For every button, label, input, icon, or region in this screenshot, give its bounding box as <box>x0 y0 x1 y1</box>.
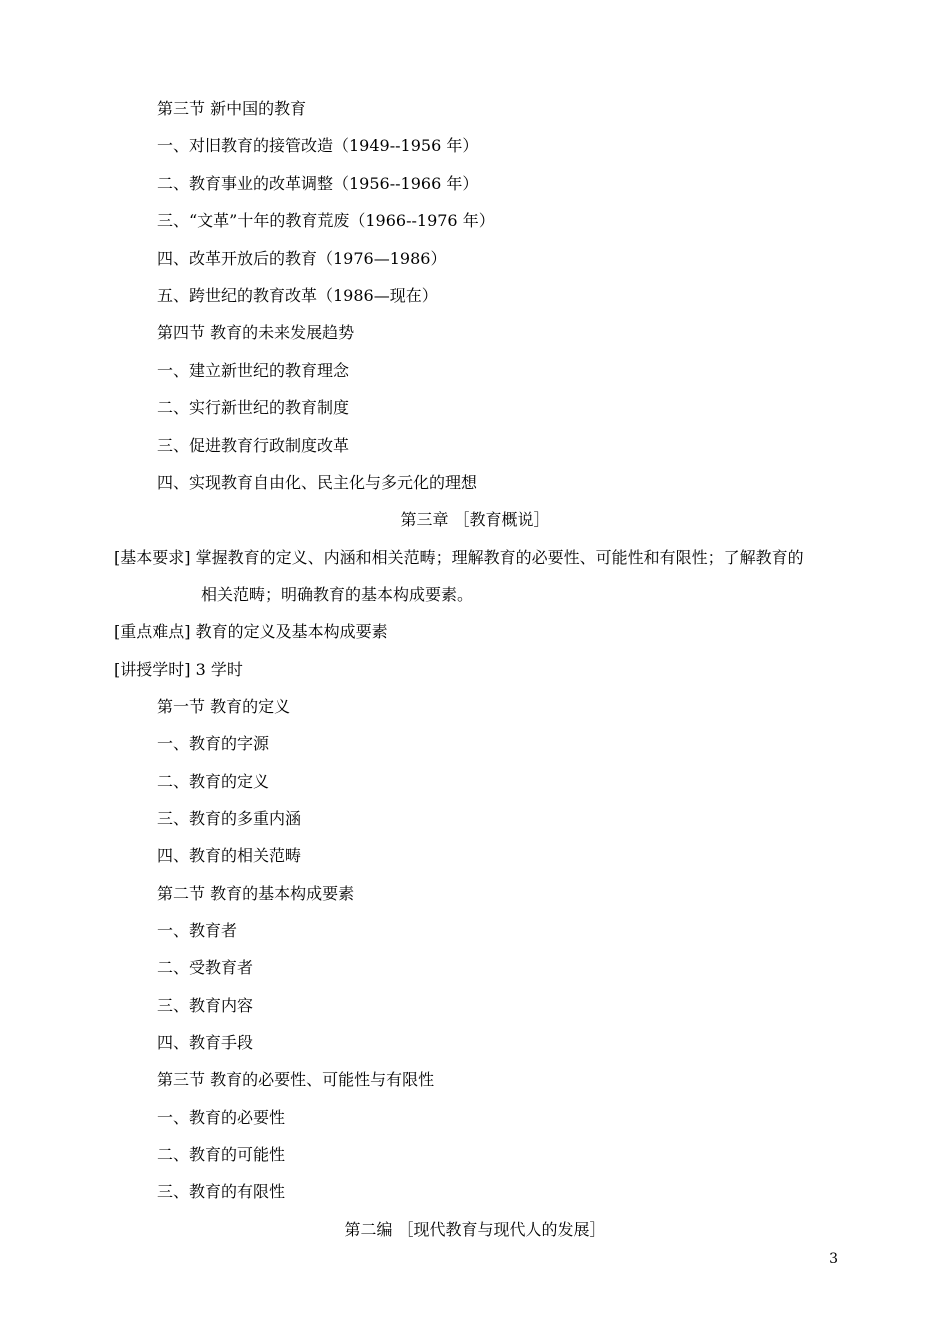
outline-item: 四、教育的相关范畴 <box>157 846 302 865</box>
outline-item: 三、教育的有限性 <box>157 1182 286 1201</box>
key-points: [重点难点] 教育的定义及基本构成要素 <box>114 622 388 641</box>
section-heading: 第三节 教育的必要性、可能性与有限性 <box>157 1070 435 1089</box>
teaching-hours: [讲授学时] 3 学时 <box>114 660 243 679</box>
basic-requirements: [基本要求] 掌握教育的定义、内涵和相关范畴；理解教育的必要性、可能性和有限性；了解教育的 <box>114 548 804 567</box>
outline-item: 四、实现教育自由化、民主化与多元化的理想 <box>157 473 478 492</box>
outline-item: 三、教育内容 <box>157 996 254 1015</box>
part-title: 第二编 ［现代教育与现代人的发展］ <box>344 1220 606 1239</box>
outline-item: 一、教育者 <box>157 921 238 940</box>
outline-item: 三、教育的多重内涵 <box>157 809 302 828</box>
section-heading: 第二节 教育的基本构成要素 <box>157 884 355 903</box>
outline-item: 三、“文革”十年的教育荒废（1966--1976 年） <box>157 211 495 230</box>
section-heading: 第一节 教育的定义 <box>157 697 291 716</box>
chapter-title: 第三章 ［教育概说］ <box>400 510 550 529</box>
outline-item: 一、教育的字源 <box>157 734 270 753</box>
outline-item: 二、实行新世纪的教育制度 <box>157 398 350 417</box>
page-number: 3 <box>829 1251 838 1267</box>
outline-item: 二、教育的可能性 <box>157 1145 286 1164</box>
section-heading: 第四节 教育的未来发展趋势 <box>157 323 355 342</box>
outline-item: 二、教育事业的改革调整（1956--1966 年） <box>157 174 479 193</box>
outline-item: 二、教育的定义 <box>157 772 270 791</box>
outline-item: 一、教育的必要性 <box>157 1108 286 1127</box>
outline-item: 四、教育手段 <box>157 1033 254 1052</box>
outline-item: 一、建立新世纪的教育理念 <box>157 361 350 380</box>
basic-requirements-continued: 相关范畴；明确教育的基本构成要素。 <box>201 585 474 604</box>
outline-item: 四、改革开放后的教育（1976—1986） <box>157 249 447 268</box>
outline-item: 一、对旧教育的接管改造（1949--1956 年） <box>157 136 479 155</box>
outline-item: 五、跨世纪的教育改革（1986—现在） <box>157 286 438 305</box>
section-heading: 第三节 新中国的教育 <box>157 99 307 118</box>
outline-item: 二、受教育者 <box>157 958 254 977</box>
outline-item: 三、促进教育行政制度改革 <box>157 436 350 455</box>
